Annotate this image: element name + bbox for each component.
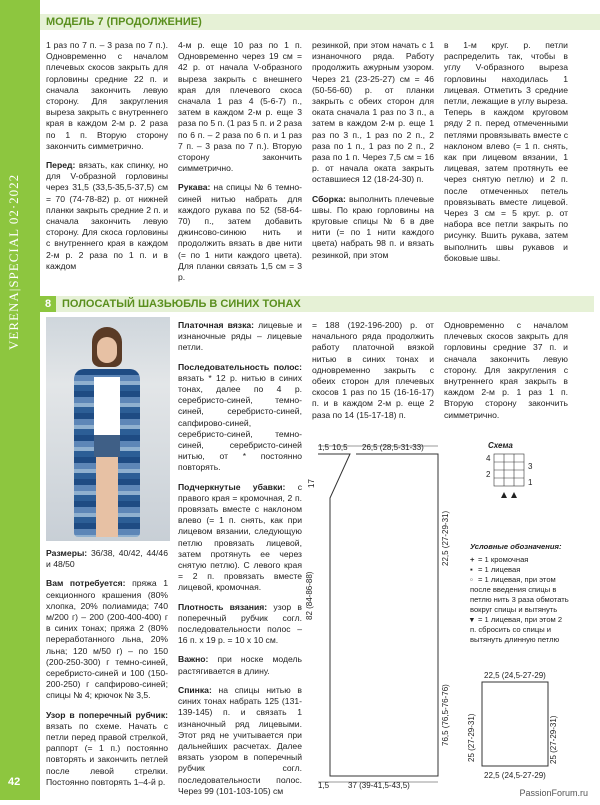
photo-legs bbox=[96, 457, 118, 537]
dim-right-76: 76,5 (76,5-76-76) bbox=[441, 684, 450, 746]
sleeve-right: 25 (27-29-31) bbox=[549, 715, 558, 764]
back-paragraph bbox=[178, 685, 302, 797]
legend-text-knit: = 1 лицевая bbox=[478, 565, 521, 574]
model7-col3-p1: резинкой, при этом начать с 1 изнаночного ряда. Работу продолжить ажурным узором. Через 21 (23-25-27) см = 46 (50-56-60) р. от планки закрыть с обеих сторон для оката сначала 1 раз по 3 п., а затем в каждом 2-м р. еще 1 раз по 3 п., 1 раз по 2 п., 2 раза по 1 п., 1 раз по 2 п., 2 раза по 1 п. Через 7,5 см = 16 р. от начала оката закрыть оставшиеся 12 (18-24-30) п. bbox=[312, 40, 434, 185]
sleeve-bottom: 22,5 (24,5-27-29) bbox=[484, 771, 546, 780]
legend-item-edge bbox=[470, 555, 570, 565]
density-lead: Плотность вязания: bbox=[178, 601, 268, 612]
materials-text: пряжа 1 секционного крашения (80% хлопка, 20% полиамида; 740 м/200 г) – 200 (200-400-400) г в синих тонах; пряжа 2 (80% переработанного льна, 20% льна; 120 м/50 г) – по 150 (200-250-300) г темно-синей, серебристо-синей и 100 (150-200-250) г сапфирово-синей; спицы № 4; крючок № 3,5. bbox=[46, 578, 168, 701]
model8-col4-text: Одновременно с началом плечевых скосов закрыть для горловины средние 37 п. и сначала закончить левую сторону. Для закругления с внутреннего края закрыть в каждом 2-м р. 1 раз 1 п. Вторую сторону закончить симметрично. bbox=[444, 320, 568, 420]
stripes-paragraph bbox=[178, 362, 302, 474]
materials-lead: Вам потребуется: bbox=[46, 578, 126, 589]
scheme-row-1: 1 bbox=[528, 478, 533, 487]
sleeves-text: на спицы № 6 темно-синей нитью набрать для каждого рукава по 52 (58-64-70) п., затем добавить джинсово-синюю нить и продолжить вязать в две нити (= по 1 нити каждого цвета). Для планки связать 1,5 см = 3 р. bbox=[178, 182, 302, 283]
sleeve-top: 22,5 (24,5-27-29) bbox=[484, 671, 546, 680]
decreases-paragraph bbox=[178, 482, 302, 594]
important-lead: Важно: bbox=[178, 654, 209, 665]
pattern-lead: Узор в поперечный рубчик: bbox=[46, 709, 168, 720]
assembly-text: выполнить плечевые швы. По краю горловины на круговые спицы № 6 в две нити (= по 1 нити каждого цвета) набрать 98 п. и вязать резинкой, при этом bbox=[312, 193, 434, 260]
dim-right-22: 22,5 (27-29-31) bbox=[441, 510, 450, 566]
legend-text-edge: = 1 кромочная bbox=[478, 555, 529, 564]
model7-col2-p1: 4-м р. еще 10 раз по 1 п. Одновременно через 19 см = 42 р. от начала V-образного выреза закрыть с внешнего края для плечевого скоса сначала 1 раз 4 (5-6-7) п., затем в каждом 2-м р. еще 3 раза по 5 п. (1 раз 5 п. и 2 раза по 6 п. – 2 раза по 6 п. и 1 раз 7 п. – 3 раза по 7 п.). Вторую сторону закончить симметрично. bbox=[178, 40, 302, 174]
model7-col1 bbox=[46, 40, 168, 280]
important-text: при носке модель растягивается в длину. bbox=[178, 654, 302, 676]
magazine-title: VERENA|SPECIAL 02·2022 bbox=[6, 173, 21, 350]
wrap-stitch-icon: ▫ bbox=[470, 575, 473, 584]
sizes-lead: Размеры: bbox=[46, 548, 88, 558]
model8-col4 bbox=[444, 320, 568, 429]
scheme-arrows-icon bbox=[501, 492, 517, 498]
section-header-model7: МОДЕЛЬ 7 (ПРОДОЛЖЕНИЕ) bbox=[40, 14, 600, 30]
decreases-lead: Подчеркнутые убавки: bbox=[178, 481, 286, 492]
density-paragraph bbox=[178, 602, 302, 647]
materials-paragraph bbox=[46, 578, 168, 701]
model7-col1-p2 bbox=[46, 160, 168, 272]
model8-col3-text: = 188 (192-196-200) р. от начального ряда продолжить работу платочной вязкой нитью в синих тонах и одновременно закрыть с обеих сторон для плечевых скосов 1 раз по 15 (16-16-17) п. и в каждом 2-м р. еще 2 раза по 14 (15-17-18) п. bbox=[312, 320, 434, 420]
legend-text-wrap: = 1 лицевая, при этом после введения спицы в петлю нить 3 раза обмотать вокруг спицы и вытянуть bbox=[470, 575, 569, 614]
scheme-grid bbox=[494, 454, 524, 486]
model8-title: ПОЛОСАТЫЙ ШАЗЬЮБЛЬ В СИНИХ ТОНАХ bbox=[62, 298, 301, 310]
dim-bottom-left: 1,5 bbox=[318, 781, 330, 790]
model7-col3-p2 bbox=[312, 194, 434, 261]
watermark: PassionForum.ru bbox=[519, 788, 588, 798]
legend-item-wrap bbox=[470, 575, 570, 615]
page-number: 42 bbox=[8, 776, 21, 788]
model7-col2-p2 bbox=[178, 182, 302, 283]
photo-white-top bbox=[94, 377, 120, 439]
legend-text-drop: = 1 лицевая, при этом 2 п. сбросить со спицы и вытянуть длинную петлю bbox=[470, 615, 563, 644]
legend-item-drop bbox=[470, 615, 570, 645]
assembly-lead: Сборка: bbox=[312, 193, 346, 204]
garter-paragraph bbox=[178, 320, 302, 354]
back-lead: Спинка: bbox=[178, 684, 212, 695]
photo-face bbox=[97, 337, 117, 363]
dim-left-17: 17 bbox=[307, 479, 316, 488]
section-header-model8 bbox=[40, 296, 594, 312]
model7-col2 bbox=[178, 40, 302, 291]
dim-bottom-width: 37 (39-41,5-43,5) bbox=[348, 781, 410, 790]
garter-text: лицевые и изнаночные ряды – лицевые петли. bbox=[178, 320, 302, 353]
model7-col4-p1: в 1-м круг. р. петли распределить так, чтобы в углу V-образного выреза горловины находилась 1 лицевая. Отметить 3 средние петли, лежащие в углу выреза. Теперь в каждом круговом ряду 2 п. перед отмеченными петлями провязывать вместе с наклоном влево (= 1 п. снять, как при лицевом вязании, 1 лицевая, затем протянуть ее через снятую петлю) и 2 п. после отмеченных петель провязывать вместе лицевой. Через 3 см = 5 круг. р. от набора все петли закрыть по рисунку. Вшить рукава, затем выполнить швы рукавов и боковые швы. bbox=[444, 40, 568, 263]
sidebar bbox=[0, 0, 40, 800]
model8-col2 bbox=[178, 320, 302, 805]
sleeve-outline bbox=[482, 682, 548, 766]
legend bbox=[470, 542, 570, 645]
model8-col1 bbox=[46, 548, 168, 796]
sizes-paragraph bbox=[46, 548, 168, 570]
scheme-row-3: 3 bbox=[528, 462, 533, 471]
dim-left-82: 82 (84-86-88) bbox=[305, 571, 314, 620]
sleeve-left: 25 (27-29-31) bbox=[467, 713, 476, 762]
stripes-lead: Последовательность полос: bbox=[178, 361, 302, 372]
dim-top-left2: 10,5 bbox=[332, 443, 348, 452]
body-outline bbox=[318, 454, 438, 776]
model-number-badge: 8 bbox=[40, 296, 56, 312]
scheme-row-2: 2 bbox=[486, 470, 491, 479]
scheme-title: Схема bbox=[488, 441, 513, 450]
legend-item-knit bbox=[470, 565, 570, 575]
scheme-row-4: 4 bbox=[486, 454, 491, 463]
decreases-text: с правого края = кромочная, 2 п. провязать вместе с наклоном влево (= 1 п. снять, как при лицевом вязании, следующую петлю провязать лицевой, затем протянуть ее через снятую петлю). С левого края = 2 п. провязать вместе лицевой, кромочная. bbox=[178, 481, 302, 593]
sizes-text: 36/38, 40/42, 44/46 и 48/50 bbox=[46, 548, 168, 570]
sleeves-lead: Рукава: bbox=[178, 182, 211, 193]
edge-stitch-icon: + bbox=[470, 555, 475, 564]
pattern-text: вязать по схеме. Начать с петли перед правой стрелкой, раппорт (= 1 п.) постоянно повторять и закончить петлей после левой стрелки. Постоянно повторять 1–4-й р. bbox=[46, 720, 168, 787]
front-text: вязать, как спинку, но для V-образной горловины через 31,5 (33,5-35,5-37,5) см = 70 (74-78-82) р. от нижней планки закрыть средние 2 п. и сначала закончить левую сторону. Для скоса горловины с внутреннего края в каждом 2-м р. 2 раза по 1 п. и в каждом bbox=[46, 160, 168, 271]
important-paragraph bbox=[178, 654, 302, 676]
garter-lead: Платочная вязка: bbox=[178, 320, 255, 330]
model7-col3 bbox=[312, 40, 434, 269]
model-photo bbox=[46, 317, 170, 541]
knit-stitch-icon: ▪ bbox=[470, 565, 473, 574]
pattern-paragraph bbox=[46, 710, 168, 788]
dim-top-left: 1,5 bbox=[318, 443, 330, 452]
front-lead: Перед: bbox=[46, 160, 76, 171]
photo-shorts bbox=[94, 435, 120, 457]
drop-stitch-icon: ▾ bbox=[470, 615, 474, 624]
dim-top-width: 26,5 (28,5-31-33) bbox=[362, 443, 424, 452]
back-text: на спицы нитью в синих тонах набрать 125 (131-139-145) п. и связать 1 изнаночный ряд лицевыми. Этот ряд не учитывается при дальнейших расчетах. Далее вязать узором в поперечный рубчик согл. последовательности полос. Через 99 (101-103-105) см bbox=[178, 684, 302, 796]
density-text: узор в поперечный рубчик согл. последовательности полос – 16 п. х 19 р. = 10 х 10 см. bbox=[178, 601, 302, 646]
model8-col3 bbox=[312, 320, 434, 429]
legend-title: Условные обозначения: bbox=[470, 542, 562, 551]
model7-col4 bbox=[444, 40, 568, 272]
stripes-text: вязать * 12 р. нитью в синих тонах, далее по 4 р. серебристо-синей, темно-синей, серебристо-синей, сапфирово-синей, серебристо-синей, темно-синей, серебристо-синей нитью, от * постоянно повторять. bbox=[178, 372, 302, 473]
model7-col1-p1: 1 раз по 7 п. – 3 раза по 7 п.). Одновременно с началом плечевых скосов закрыть для горловины средние 22 п. и сначала закончить левую сторону. Для закругления выреза закрыть с внутреннего края в каждом 2-м р. 2 раза по 1 п. Вторую сторону закончить симметрично. bbox=[46, 40, 168, 151]
